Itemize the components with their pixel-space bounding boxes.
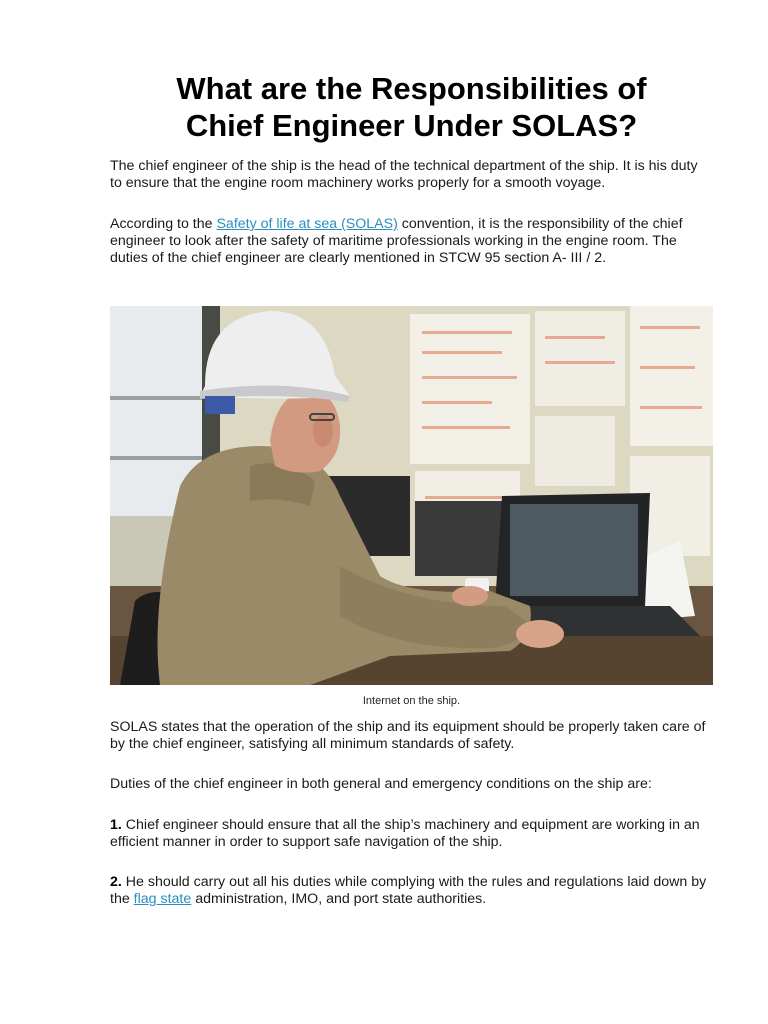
- duty-number: 1.: [110, 817, 122, 833]
- title-line-1: What are the Responsibilities of: [176, 71, 647, 106]
- duty-number: 2.: [110, 874, 122, 890]
- flag-state-link[interactable]: flag state: [133, 891, 192, 907]
- duty-text-after: administration, IMO, and port state authorities.: [191, 891, 487, 907]
- photo-caption: Internet on the ship.: [362, 695, 461, 707]
- duty-text: Chief engineer should ensure that all the ship’s machinery and equipment are working in an efficient manner in order to support safe navigation of the ship.: [110, 817, 700, 850]
- duty-text-before: He should carry out all his duties while complying with the rules and regulations laid down by the: [110, 874, 707, 907]
- solas-states-paragraph: SOLAS states that the operation of the ship and its equipment should be properly taken care of by the chief engineer, satisfying all minimum standards of safety.: [110, 719, 706, 752]
- solas-paragraph: [110, 216, 713, 267]
- solas-text-before: According to the: [110, 216, 217, 232]
- duties-intro: Duties of the chief engineer in both general and emergency conditions on the ship are:: [110, 776, 652, 792]
- page-title: [110, 70, 713, 144]
- solas-link[interactable]: Safety of life at sea (SOLAS): [216, 216, 398, 232]
- duty-item-1: [110, 817, 713, 851]
- solas-text-after: convention, it is the responsibility of the chief engineer to look after the safety of maritime professionals working in the engine room. The duties of the chief engineer are clearly mentioned in STCW 95 section A- III / 2.: [110, 216, 683, 266]
- duty-item-2: [110, 874, 713, 908]
- chief-engineer-photo: [110, 306, 713, 685]
- intro-paragraph: The chief engineer of the ship is the head of the technical department of the ship. It is his duty to ensure that the engine room machinery works properly for a smooth voyage.: [110, 158, 698, 191]
- title-line-2: Chief Engineer Under SOLAS?: [185, 108, 638, 143]
